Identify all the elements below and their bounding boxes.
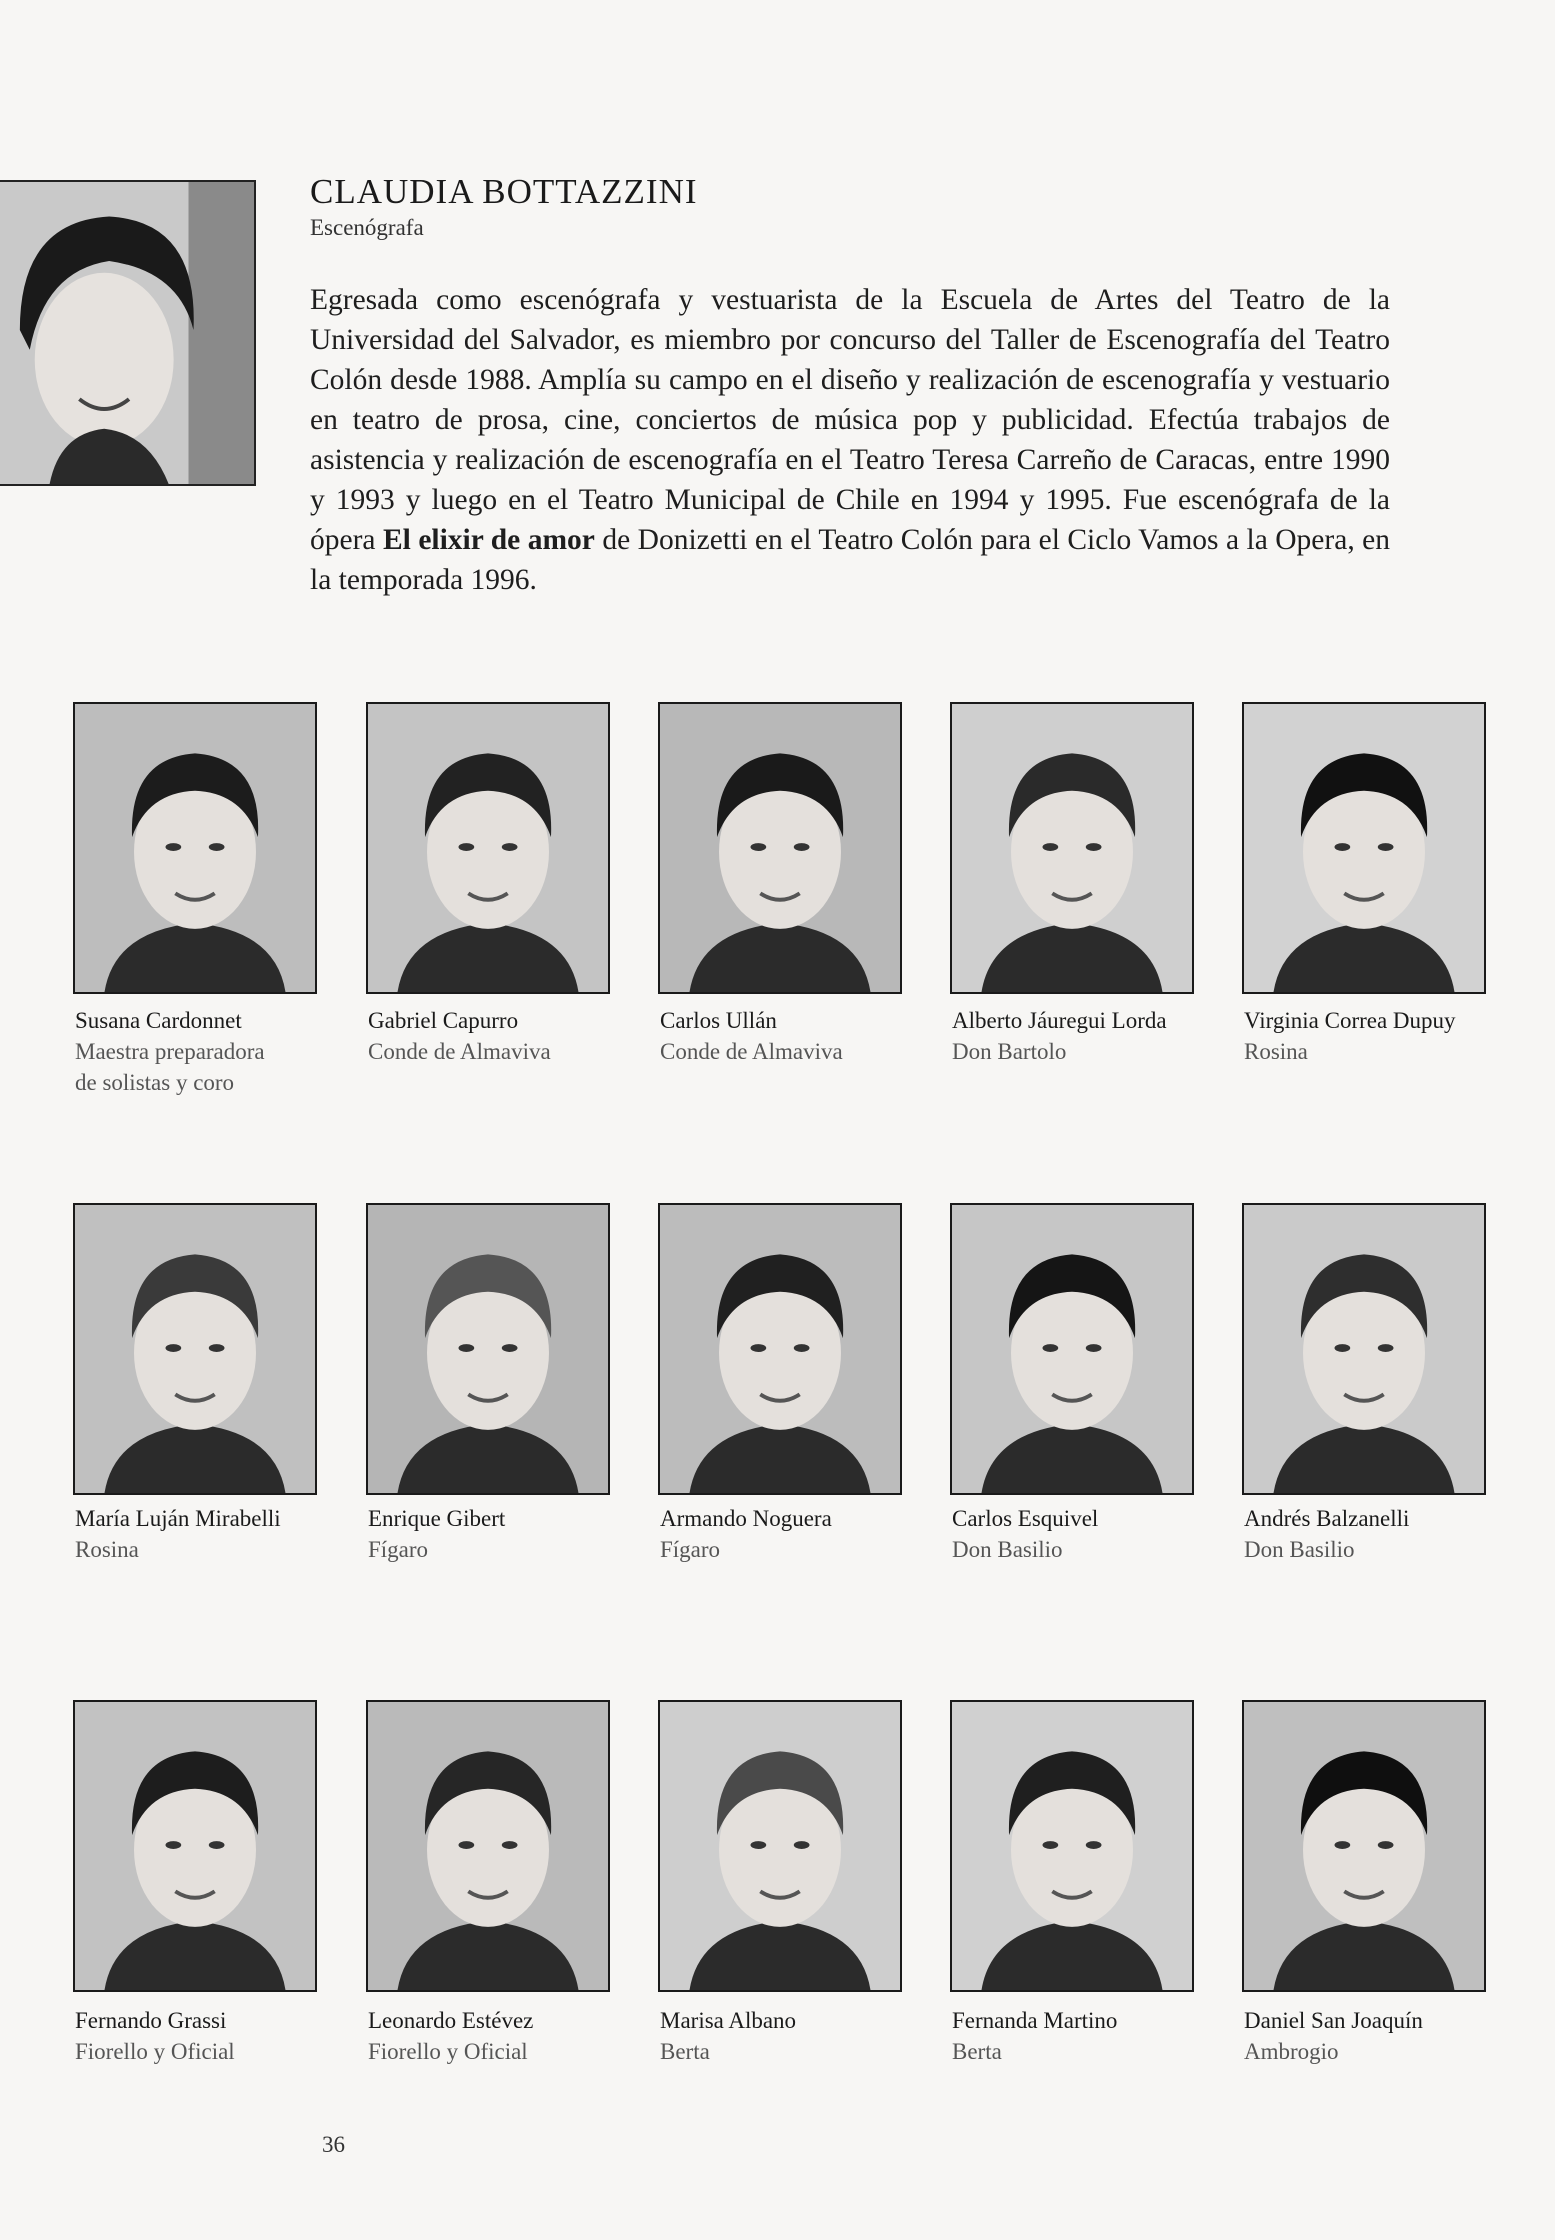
cast-member-role: Ambrogio <box>1244 2039 1339 2064</box>
cast-member-role: Berta <box>952 2039 1002 2064</box>
cast-member-name: Daniel San Joaquín <box>1244 2008 1423 2033</box>
cast-caption <box>660 1503 930 1565</box>
cast-member-role: Berta <box>660 2039 710 2064</box>
cast-member-name: Marisa Albano <box>660 2008 797 2033</box>
cast-member-role: Fiorello y Oficial <box>368 2039 528 2064</box>
cast-portrait-photo <box>1242 1700 1486 1992</box>
feature-role: Escenógrafa <box>310 215 424 240</box>
cast-portrait-photo <box>73 702 317 994</box>
cast-member-role: Conde de Almaviva <box>368 1039 551 1064</box>
cast-member-name: Armando Noguera <box>660 1506 832 1531</box>
cast-member-role: Maestra preparadora de solistas y coro <box>75 1039 265 1095</box>
feature-name: CLAUDIA BOTTAZZINI <box>310 172 698 211</box>
cast-caption <box>1244 1005 1514 1067</box>
cast-member-name: Carlos Esquivel <box>952 1506 1099 1531</box>
cast-member-name: Leonardo Estévez <box>368 2008 534 2033</box>
cast-caption <box>368 1503 638 1565</box>
cast-portrait-photo <box>1242 1203 1486 1495</box>
cast-portrait-photo <box>950 1700 1194 1992</box>
cast-member-name: Carlos Ullán <box>660 1008 777 1033</box>
cast-caption <box>952 1503 1222 1565</box>
bio-text-end: de Donizetti en el Teatro Colón para el Ciclo Vamos a la Opera, en la temporada 1996. <box>310 524 1390 596</box>
page-number: 36 <box>322 2132 345 2157</box>
cast-member-role: Don Basilio <box>1244 1537 1355 1562</box>
cast-member-role: Conde de Almaviva <box>660 1039 843 1064</box>
cast-caption <box>660 2005 930 2067</box>
cast-portrait-photo <box>950 1203 1194 1495</box>
cast-portrait-photo <box>658 1203 902 1495</box>
cast-caption <box>1244 2005 1514 2067</box>
cast-member-role: Don Basilio <box>952 1537 1063 1562</box>
cast-member-role: Rosina <box>1244 1039 1308 1064</box>
cast-member-name: Susana Cardonnet <box>75 1008 242 1033</box>
bio-opera-title: El elixir de amor <box>382 524 595 556</box>
cast-caption <box>952 1005 1222 1067</box>
cast-portrait-photo <box>658 1700 902 1992</box>
cast-portrait-photo <box>366 1203 610 1495</box>
cast-portrait-photo <box>950 702 1194 994</box>
cast-caption <box>75 1503 345 1565</box>
cast-portrait-photo <box>1242 702 1486 994</box>
feature-biography <box>310 280 1390 600</box>
cast-member-name: María Luján Mirabelli <box>75 1506 281 1531</box>
cast-member-role: Fiorello y Oficial <box>75 2039 235 2064</box>
cast-member-role: Fígaro <box>660 1537 721 1562</box>
cast-caption <box>368 1005 638 1067</box>
cast-portrait-photo <box>366 702 610 994</box>
cast-member-name: Gabriel Capurro <box>368 1008 519 1033</box>
cast-member-role: Fígaro <box>368 1537 429 1562</box>
cast-member-role: Rosina <box>75 1537 139 1562</box>
feature-portrait-photo <box>0 180 256 486</box>
cast-member-name: Alberto Jáuregui Lorda <box>952 1008 1167 1033</box>
cast-caption <box>660 1005 930 1067</box>
bio-text-start: Egresada como escenógrafa y vestuarista de la Escuela de Artes del Teatro de la Universidad del Salvador, es miembro por concurso del Taller de Escenografía del Teatro Colón desde 1988. Amplía su campo en el diseño y realización de escenografía y vestuario en teatro de prosa, cine, conciertos de música pop y publicidad. Efectúa trabajos de asistencia y realización de escenografía en el Teatro Teresa Carreño de Caracas, entre 1990 y 1993 y luego en el Teatro Municipal de Chile en 1994 y 1995. Fue escenógrafa de la ópera <box>310 284 1390 556</box>
cast-member-name: Fernando Grassi <box>75 2008 227 2033</box>
cast-portrait-photo <box>658 702 902 994</box>
cast-caption <box>1244 1503 1514 1565</box>
cast-caption <box>952 2005 1222 2067</box>
cast-portrait-photo <box>366 1700 610 1992</box>
cast-member-name: Enrique Gibert <box>368 1506 506 1531</box>
cast-portrait-photo <box>73 1700 317 1992</box>
cast-portrait-photo <box>73 1203 317 1495</box>
cast-member-role: Don Bartolo <box>952 1039 1067 1064</box>
cast-member-name: Fernanda Martino <box>952 2008 1118 2033</box>
cast-member-name: Virginia Correa Dupuy <box>1244 1008 1456 1033</box>
cast-caption <box>75 1005 345 1098</box>
cast-caption <box>75 2005 345 2067</box>
cast-caption <box>368 2005 638 2067</box>
cast-member-name: Andrés Balzanelli <box>1244 1506 1410 1531</box>
